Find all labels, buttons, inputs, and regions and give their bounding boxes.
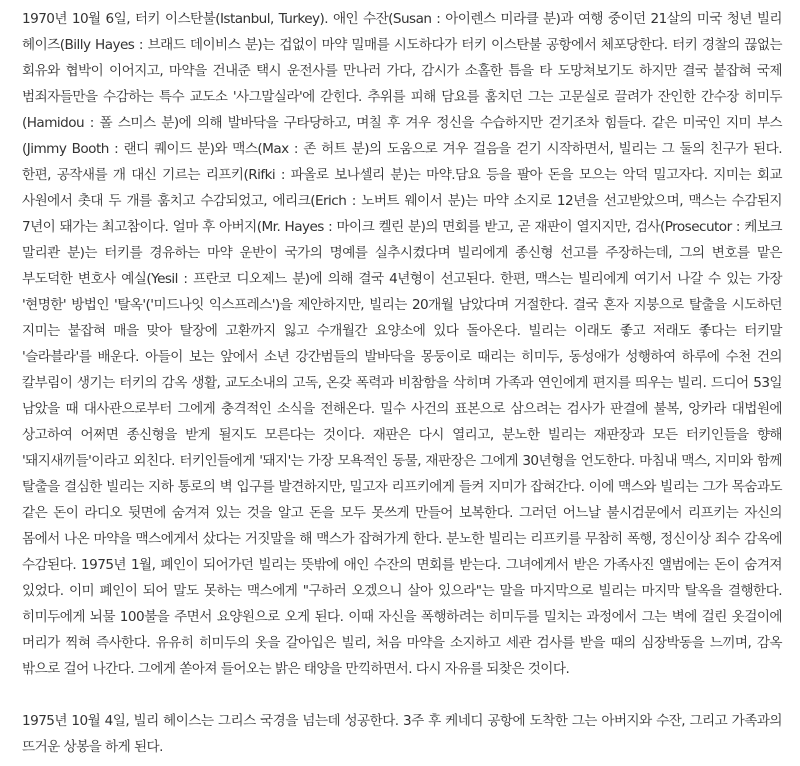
- article-body: [22, 6, 782, 760]
- synopsis-paragraph: 1970년 10월 6일, 터키 이스탄불(Istanbul, Turkey). 애인 수잔(Susan : 아이렌스 미라클 분)과 여행 중이던 21살의 미국 청년 빌리 헤이즈(Billy Hayes : 브래드 데이비스 분)는 겁없이 마약 밀매를 시도하다가 터키 이스탄불 공항에서 체포당한다. 터키 경찰의 끊없는 회유와 협박이 이어지고, 마약을 건내준 택시 운전사를 만나러 가다, 감시가 소홀한 틈을 타 도망쳐보기도 하지만 결국 붙잡혀 국제 범죄자들만을 수감하는 특수 교도소 '사그말실라'에 갇힌다. 추위를 피해 담요를 훔치던 그는 고문실로 끌려가 잔인한 간수장 히미두(Hamidou : 폴 스미스 분)에 의해 발바닥을 구타당하고, 며칠 후 겨우 정신을 수습하지만 걷기조차 힘들다. 같은 미국인 지미 부스(Jimmy Booth : 랜디 퀘이드 분)와 맥스(Max : 존 허트 분)의 도움으로 겨우 걸음을 걷기 시작하면서, 빌리는 그 둘의 친구가 된다. 한편, 공작새를 개 대신 기르는 리프키(Rifki : 파올로 보나셀리 분)는 마약.담요 등을 팔아 돈을 모으는 악덕 밀고자다. 지미는 회교 사원에서 촛대 두 개를 훔치고 수감되었고, 에리크(Erich : 노버트 웨이서 분)는 마약 소지로 12년을 선고받았으며, 맥스는 수감된지 7년이 돼가는 최고참이다. 얼마 후 아버지(Mr. Hayes : 마이크 켈린 분)의 면회를 받고, 곧 재판이 열지지만, 검사(Prosecutor : 케보크 말리콴 분)는 터키를 경유하는 마약 운반이 국가의 명예를 실추시켰다며 빌리에게 종신형 선고를 주장하는데, 그의 변호를 맡은 부도덕한 변호사 예실(Yesil : 프란코 디오제느 분)에 의해 결국 4년형이 선고된다. 한편, 맥스는 빌리에게 여기서 나갈 수 있는 가장 '현명한' 방법인 '탈옥'('미드나잇 익스프레스')을 제안하지만, 빌리는 20개월 남았다며 거절한다. 결국 혼자 지붕으로 탈출을 시도하던 지미는 붙잡혀 매을 맞아 탈장에 고환까지 잃고 수개월간 요양소에 있다 돌아온다. 빌리는 이래도 좋고 저래도 좋다는 터키말 '슬라블라'를 배운다. 아들이 보는 앞에서 소년 강간범들의 발바닥을 몽둥이로 때리는 히미두, 동성애가 성행하여 하루에 수천 건의 칼부림이 생기는 터키의 감옥 생활, 교도소내의 고독, 온갖 폭력과 비참함을 삭히며 가족과 연인에게 편지를 띄우는 빌리. 드디어 53일 남았을 때 대사관으로부터 그에게 충격적인 소식을 전해온다. 밀수 사건의 표본으로 삼으려는 검사가 판결에 불복, 앙카라 대법원에 상고하여 어쩌면 종신형을 받게 될지도 모른다는 것이다. 재판은 다시 열리고, 분노한 빌리는 재판장과 모든 터키인들을 향해 '돼지새끼들'이라고 외친다. 터키인들에게 '돼지'는 가장 모욕적인 동물, 재판장은 그에게 30년형을 언도한다. 마침내 맥스, 지미와 함께 탈출을 결심한 빌리는 지하 통로의 벽 입구를 발견하지만, 밀고자 리프키에게 들켜 지미가 잡혀간다. 이에 맥스와 빌리는 그가 목숨과도 같은 돈이 라디오 뒷면에 숨겨져 있는 것을 알고 돈을 모두 못쓰게 만들어 보복한다. 그러던 어느날 불시검문에서 리프키는 자신의 몸에서 나온 마약을 맥스에게서 샀다는 거짓말을 해 맥스가 잡혀가게 한다. 분노한 빌리는 리프키를 무참히 폭행, 정신이상 죄수 감옥에 수감된다. 1975년 1월, 폐인이 되어가던 빌리는 뜻밖에 애인 수잔의 면회를 받는다. 그녀에게서 받은 가족사진 앨범에는 돈이 숨겨져 있었다. 이미 폐인이 되어 말도 못하는 맥스에게 "구하러 오겠으니 살아 있으라"는 말을 마지막으로 빌리는 마지막 탈옥을 결행한다. 히미두에게 뇌물 100불을 주면서 요양원으로 오게 된다. 이때 자신을 폭행하려는 히미두를 밀치는 과정에서 그는 벽에 걸린 옷걸이에 머리가 찍혀 즉사한다. 유유히 히미두의 옷을 갈아입은 빌리, 처음 마약을 소지하고 세관 검사를 받을 때의 심장박동을 느끼며, 감옥 밖으로 걸어 나간다. 그에게 쏟아져 들어오는 밝은 태양을 만끽하면서. 다시 자유를 되찾은 것이다.: [22, 11, 782, 677]
- epilogue-paragraph: 1975년 10월 4일, 빌리 헤이스는 그리스 국경을 넘는데 성공한다. 3주 후 케네디 공항에 도착한 그는 아버지와 수잔, 그리고 가족과의 뜨거운 상봉을 하게 된다.: [22, 713, 782, 755]
